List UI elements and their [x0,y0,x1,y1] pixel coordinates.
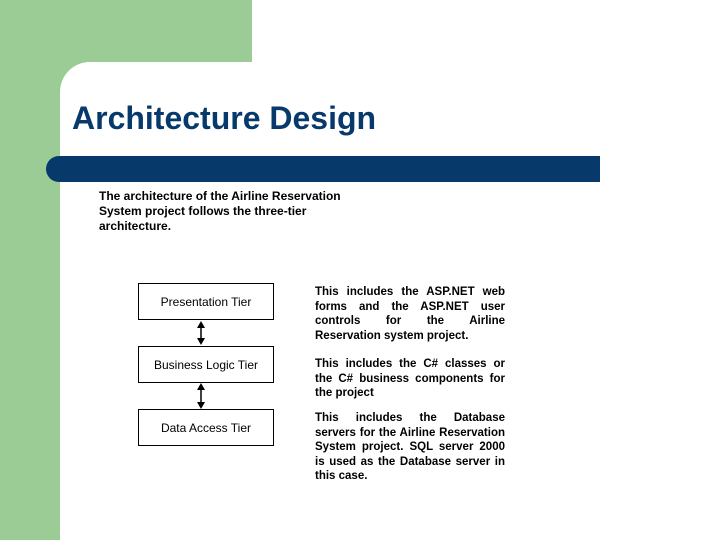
data-access-tier-description: This includes the Database servers for the Airline Reservation System project. SQL server 2000 is used as the Database server in this case. [315,412,505,482]
connector-presentation-business [197,321,205,345]
slide-title: Architecture Design [72,100,377,136]
presentation-tier-box: Presentation Tier [138,283,274,320]
data-access-tier-box: Data Access Tier [138,409,274,446]
connector-business-data [197,383,205,409]
intro-text: The architecture of the Airline Reservation System project follows the three-tier architecture. [99,189,341,233]
business-logic-tier-box: Business Logic Tier [138,346,274,383]
business-logic-tier-description: This includes the C# classes or the C# business components for the project [315,358,505,399]
presentation-tier-description: This includes the ASP.NET web forms and the ASP.NET user controls for the Airline Reservation system project. [315,286,505,342]
